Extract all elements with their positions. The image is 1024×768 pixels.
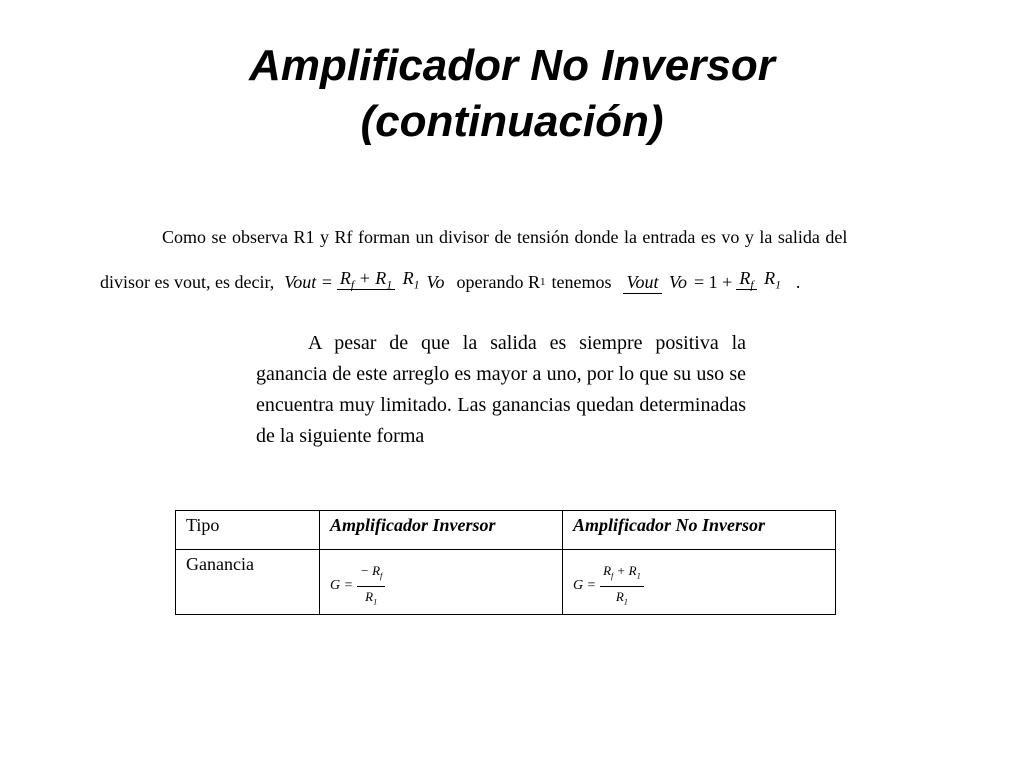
fraction-rf-plus-r1-over-r1: [337, 267, 423, 297]
fraction-denominator: $R_1$: [764, 268, 781, 292]
table-row: [176, 550, 836, 615]
vo-label: Vo: [426, 271, 445, 292]
operando-subscript: 1: [539, 276, 546, 288]
gain-fraction: [357, 562, 385, 610]
row-label-ganancia: Ganancia: [176, 550, 320, 615]
fraction-denominator: Vo: [669, 272, 687, 292]
fraction-numerator: $R_f + R_1$: [600, 562, 644, 587]
vout-label: Vout =: [284, 271, 333, 292]
cell-inverting-gain: [320, 550, 563, 615]
gain-table: [175, 510, 836, 615]
fraction-numerator: Vout: [623, 272, 661, 294]
intro-prefix: divisor es vout, es decir,: [100, 271, 275, 292]
noninverting-gain-formula: [573, 562, 648, 610]
operando-text: operando R: [456, 271, 540, 292]
header-tipo: Tipo: [176, 511, 320, 550]
fraction-denominator: $R_1$: [615, 588, 629, 607]
intro-text: [100, 222, 960, 312]
tenemos-text: tenemos: [551, 271, 612, 292]
fraction-numerator: − $R_f$: [357, 562, 385, 587]
header-no-inversor: Amplificador No Inversor: [563, 511, 836, 550]
equals-one-plus: = 1 +: [694, 271, 733, 292]
title-line-1: Amplificador No Inversor: [249, 41, 775, 90]
title-line-2: (continuación): [360, 97, 664, 146]
intro-line-2: [100, 252, 960, 312]
body-paragraph: A pesar de que la salida es siempre positiva la ganancia de este arreglo es mayor a uno, por lo que su uso se encuentra muy limitado. Las ganancias quedan determinadas de la siguiente forma: [256, 332, 746, 447]
gain-fraction: [600, 562, 644, 610]
intro-line-1: Como se observa R1 y Rf forman un divisor de tensión donde la entrada es vo y la salida del: [162, 227, 848, 247]
fraction-numerator: $R_f + R_1$: [337, 268, 395, 290]
fraction-numerator: $R_f$: [736, 268, 756, 290]
fraction-denominator: $R_1$: [402, 268, 420, 292]
table-header-row: [176, 511, 836, 550]
fraction-vout-over-vo: [623, 271, 690, 293]
inverting-gain-formula: [330, 562, 389, 610]
slide-title: [0, 38, 1024, 150]
gain-prefix: G =: [330, 578, 354, 594]
period: .: [795, 271, 801, 292]
cell-noninverting-gain: [563, 550, 836, 615]
fraction-denominator: $R_1$: [365, 588, 378, 607]
gain-prefix: G =: [573, 578, 597, 594]
fraction-rf-over-r1: [736, 267, 784, 297]
header-inversor: Amplificador Inversor: [320, 511, 563, 550]
